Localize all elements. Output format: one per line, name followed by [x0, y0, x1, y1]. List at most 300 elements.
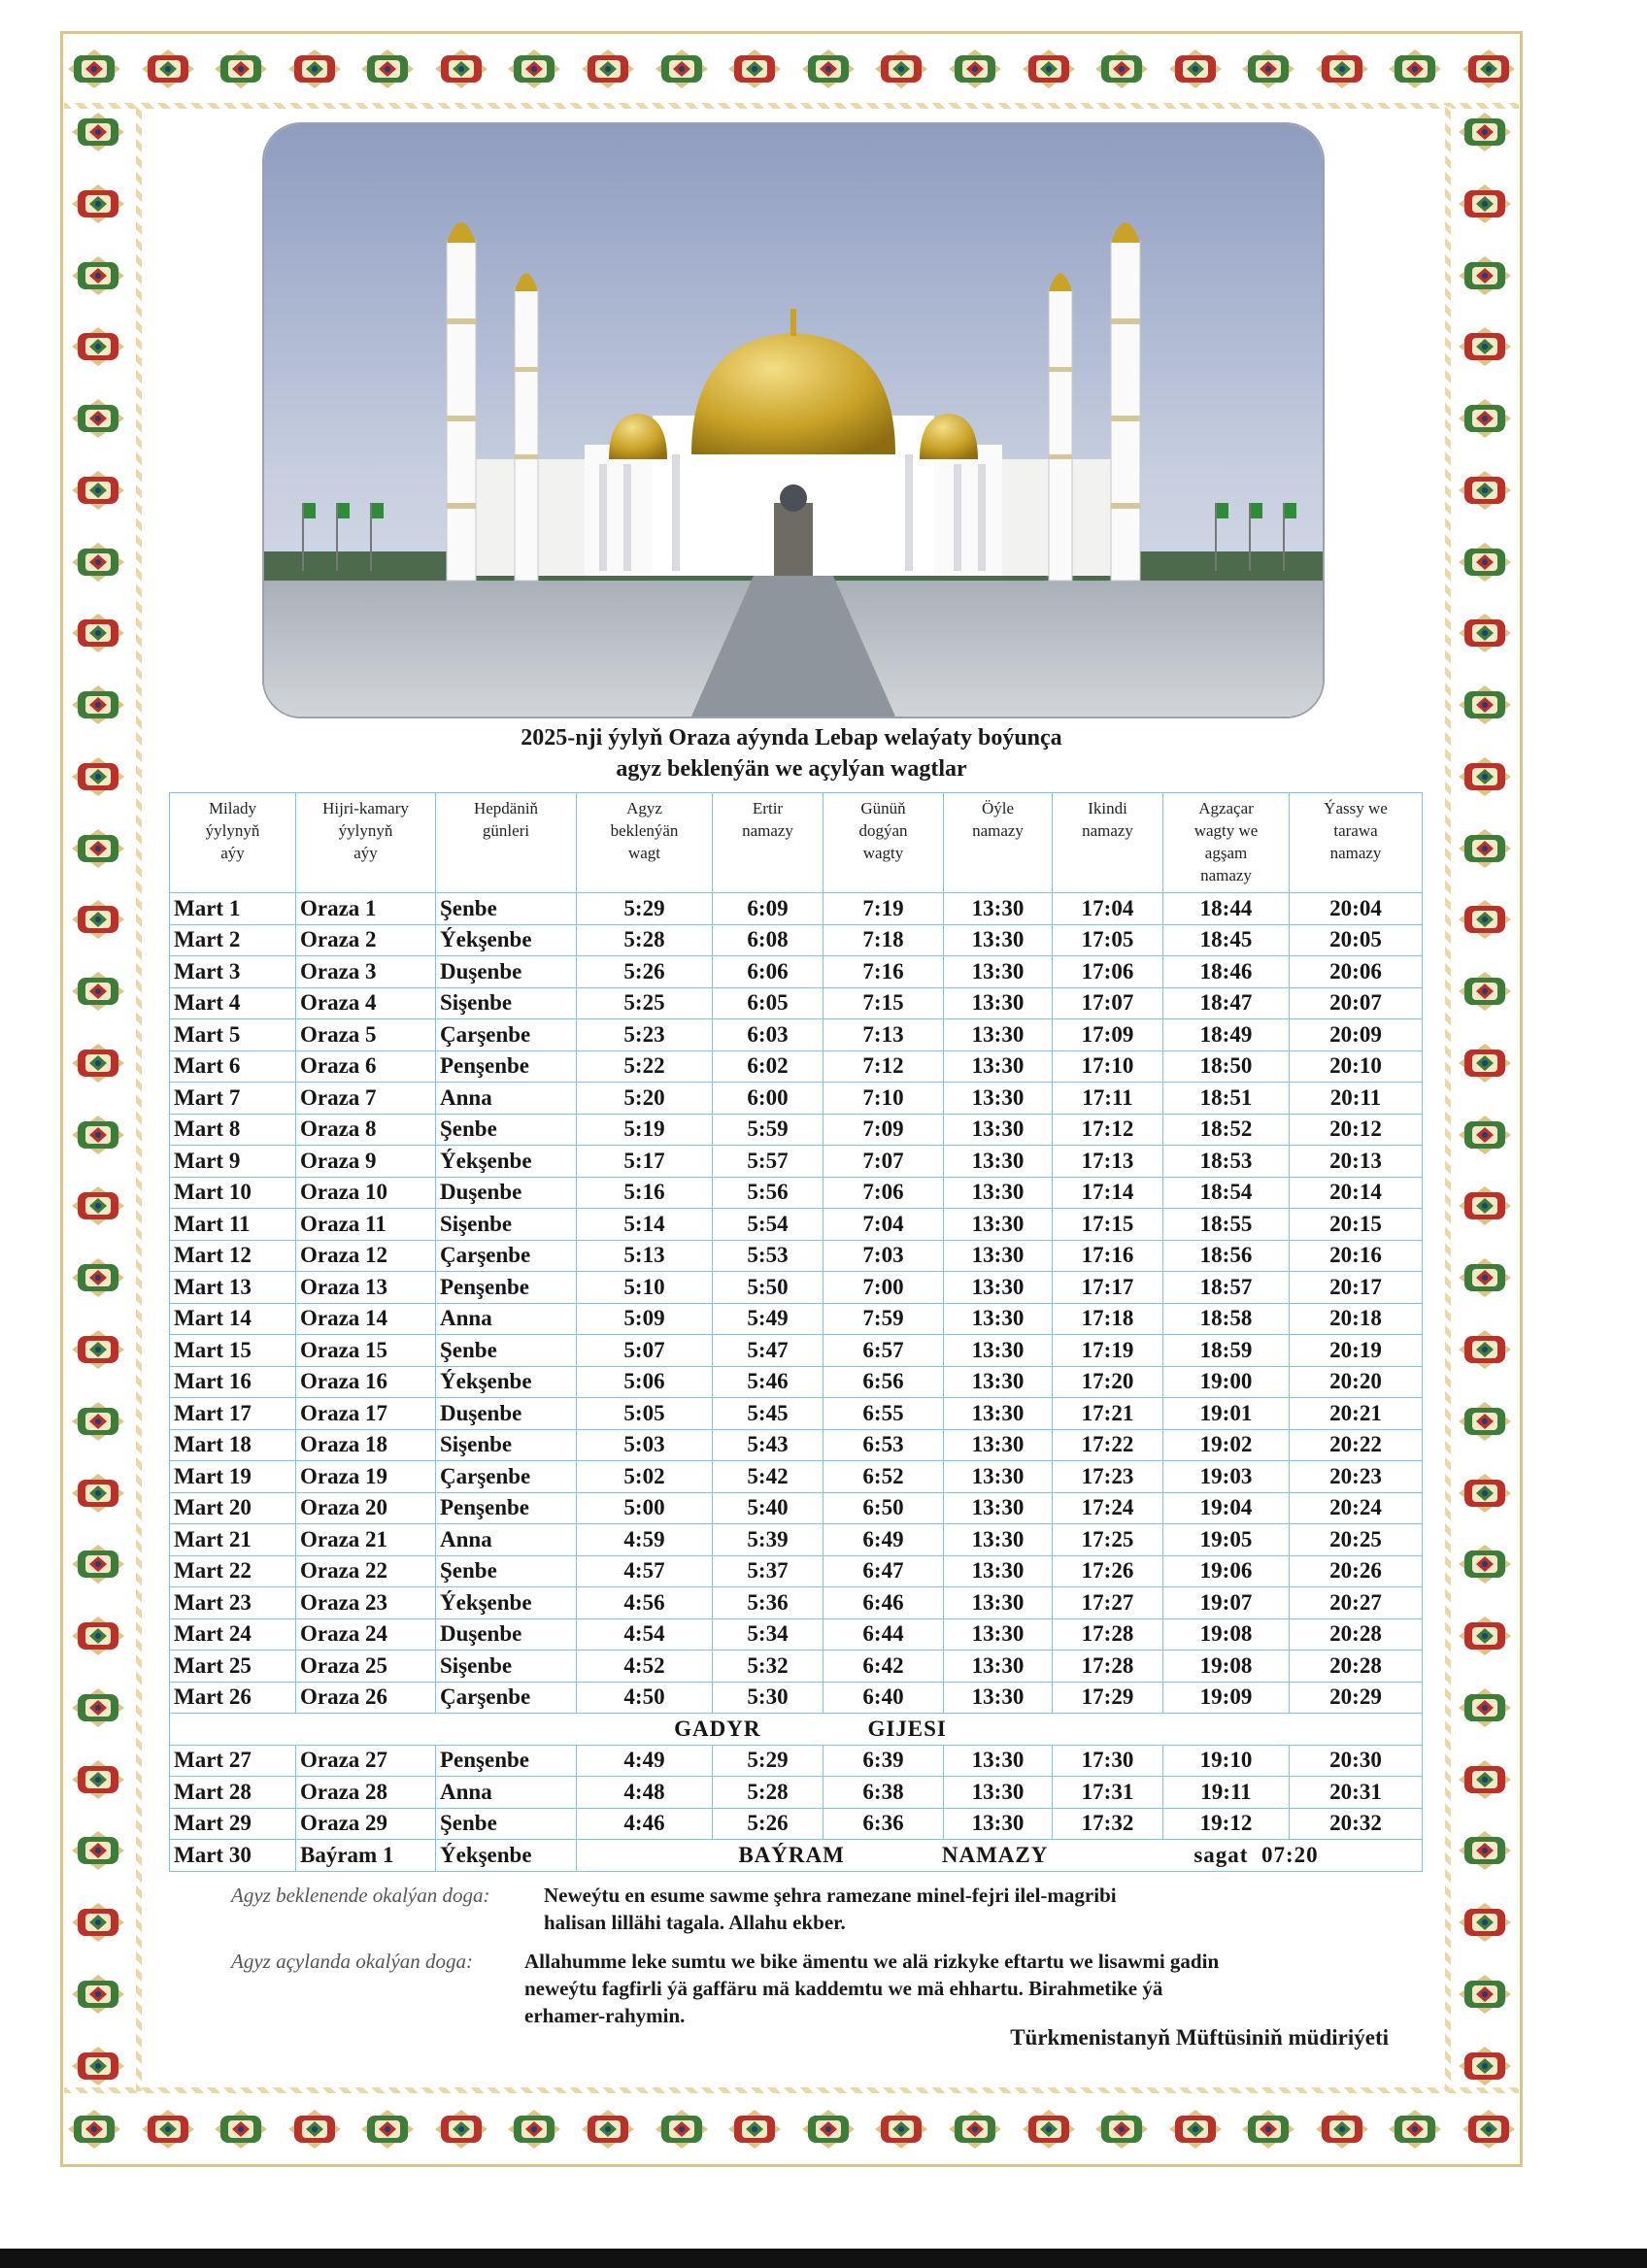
date-cell: Mart 17	[170, 1398, 296, 1430]
fajr-cell: 6:05	[713, 987, 824, 1019]
carpet-gul-icon	[578, 2108, 638, 2151]
table-row	[170, 1146, 1423, 1178]
weekday-cell: Çarşenbe	[436, 1019, 577, 1051]
table-row	[170, 1398, 1423, 1430]
date-cell: Mart 26	[170, 1682, 296, 1714]
dhuhr-cell: 13:30	[944, 1745, 1053, 1777]
scan-edge	[0, 2249, 1647, 2268]
document-title	[291, 722, 1292, 784]
carpet-gul-icon	[504, 48, 564, 90]
hijri-cell: Oraza 17	[296, 1398, 436, 1430]
isha-cell: 20:20	[1290, 1366, 1423, 1398]
carpet-gul-icon	[211, 2108, 271, 2151]
dhuhr-cell: 13:30	[944, 1808, 1053, 1840]
carpet-gul-icon	[1455, 1396, 1515, 1447]
sunrise-cell: 7:16	[824, 956, 944, 988]
hijri-cell: Oraza 12	[296, 1240, 436, 1272]
carpet-gul-icon	[68, 1754, 128, 1805]
iftar-cell: 18:50	[1163, 1051, 1290, 1083]
fajr-cell: 6:08	[713, 924, 824, 956]
date-cell: Mart 15	[170, 1335, 296, 1367]
weekday-cell: Ýekşenbe	[436, 924, 577, 956]
iftar-cell: 18:46	[1163, 956, 1290, 988]
fajr-cell: 5:36	[713, 1587, 824, 1619]
asr-cell: 17:10	[1053, 1051, 1163, 1083]
dhuhr-cell: 13:30	[944, 1555, 1053, 1587]
suhur-cell: 5:06	[577, 1366, 713, 1398]
fajr-cell: 5:56	[713, 1177, 824, 1209]
carpet-gul-icon	[1455, 1038, 1515, 1088]
sunrise-cell: 7:07	[824, 1146, 944, 1178]
asr-cell: 17:30	[1053, 1745, 1163, 1777]
date-cell: Mart 5	[170, 1019, 296, 1051]
date-cell: Mart 19	[170, 1461, 296, 1493]
asr-cell: 17:25	[1053, 1524, 1163, 1556]
carpet-gul-icon	[1455, 1754, 1515, 1805]
table-row	[170, 1492, 1423, 1524]
asr-cell: 17:23	[1053, 1461, 1163, 1493]
sunrise-cell: 6:53	[824, 1429, 944, 1461]
fajr-cell: 6:09	[713, 893, 824, 925]
suhur-cell: 5:19	[577, 1114, 713, 1146]
table-row	[170, 1303, 1423, 1335]
carpet-gul-icon	[1455, 1969, 1515, 2019]
table-row	[170, 1682, 1423, 1714]
table-row	[170, 1524, 1423, 1556]
sunrise-cell: 7:04	[824, 1209, 944, 1241]
carpet-gul-icon	[68, 680, 128, 730]
dhuhr-cell: 13:30	[944, 1398, 1053, 1430]
iftar-cell: 18:53	[1163, 1146, 1290, 1178]
hijri-cell: Oraza 14	[296, 1303, 436, 1335]
date-cell: Mart 9	[170, 1146, 296, 1178]
dhuhr-cell: 13:30	[944, 1146, 1053, 1178]
isha-cell: 20:06	[1290, 956, 1423, 988]
iftar-cell: 18:57	[1163, 1272, 1290, 1304]
isha-cell: 20:18	[1290, 1303, 1423, 1335]
hijri-cell: Oraza 26	[296, 1682, 436, 1714]
dhuhr-cell: 13:30	[944, 1492, 1053, 1524]
date-cell: Mart 20	[170, 1492, 296, 1524]
table-row	[170, 1618, 1423, 1651]
table-row	[170, 1429, 1423, 1461]
carpet-gul-icon	[1455, 537, 1515, 587]
weekday-cell: Şenbe	[436, 1808, 577, 1840]
asr-cell: 17:11	[1053, 1083, 1163, 1115]
table-row	[170, 1555, 1423, 1587]
carpet-gul-icon	[1165, 2108, 1226, 2151]
suhur-cell: 5:29	[577, 893, 713, 925]
dhuhr-cell: 13:30	[944, 1177, 1053, 1209]
suhur-cell: 5:22	[577, 1051, 713, 1083]
dhuhr-cell: 13:30	[944, 1366, 1053, 1398]
suhur-cell: 5:20	[577, 1083, 713, 1115]
isha-cell: 20:21	[1290, 1398, 1423, 1430]
fajr-cell: 5:43	[713, 1429, 824, 1461]
carpet-gul-icon	[1455, 1897, 1515, 1948]
carpet-gul-icon	[285, 48, 345, 90]
carpet-gul-icon	[68, 537, 128, 587]
asr-cell: 17:26	[1053, 1555, 1163, 1587]
isha-cell: 20:11	[1290, 1083, 1423, 1115]
header-cell: Agzaçar wagty we agşam namazy	[1163, 793, 1290, 893]
carpet-gul-icon	[68, 2041, 128, 2091]
table-row	[170, 1051, 1423, 1083]
asr-cell: 17:13	[1053, 1146, 1163, 1178]
carpet-gul-icon	[1459, 2108, 1519, 2151]
carpet-gul-icon	[1455, 465, 1515, 516]
isha-cell: 20:31	[1290, 1777, 1423, 1809]
dhuhr-cell: 13:30	[944, 1083, 1053, 1115]
bayram-row	[170, 1840, 1423, 1872]
weekday-cell: Penşenbe	[436, 1492, 577, 1524]
hijri-cell: Oraza 3	[296, 956, 436, 988]
asr-cell: 17:21	[1053, 1398, 1163, 1430]
carpet-gul-icon	[871, 2108, 931, 2151]
iftar-cell: 18:44	[1163, 893, 1290, 925]
hijri-cell: Oraza 23	[296, 1587, 436, 1619]
hijri-cell: Oraza 11	[296, 1209, 436, 1241]
weekday-cell: Sişenbe	[436, 1651, 577, 1683]
weekday-cell: Ýekşenbe	[436, 1587, 577, 1619]
weekday-cell: Ýekşenbe	[436, 1146, 577, 1178]
sunrise-cell: 7:03	[824, 1240, 944, 1272]
weekday-cell: Duşenbe	[436, 1177, 577, 1209]
carpet-gul-icon	[1455, 1539, 1515, 1589]
dhuhr-cell: 13:30	[944, 1587, 1053, 1619]
dhuhr-cell: 13:30	[944, 1618, 1053, 1651]
carpet-gul-icon	[68, 823, 128, 874]
date-cell: Mart 11	[170, 1209, 296, 1241]
sunrise-cell: 7:10	[824, 1083, 944, 1115]
dua-text: Allahumme leke sumtu we bike ämentu we alä rizkyke eftartu we lisawmi gadin neweýtu fagfirli ýä gaffäru mä kaddemtu we mä ehhartu. Birahmetike ýä erhamer-rahymin.	[524, 1950, 1220, 2027]
iftar-cell: 18:59	[1163, 1335, 1290, 1367]
sunrise-cell: 7:13	[824, 1019, 944, 1051]
carpet-gul-icon	[1455, 2041, 1515, 2091]
iftar-cell: 19:08	[1163, 1651, 1290, 1683]
suhur-cell: 4:56	[577, 1587, 713, 1619]
iftar-cell: 19:01	[1163, 1398, 1290, 1430]
carpet-gul-icon	[68, 1181, 128, 1231]
carpet-gul-icon	[1312, 48, 1372, 90]
isha-cell: 20:07	[1290, 987, 1423, 1019]
carpet-gul-icon	[68, 608, 128, 658]
suhur-cell: 4:50	[577, 1682, 713, 1714]
suhur-cell: 4:52	[577, 1651, 713, 1683]
title-line-2: agyz beklenýän we açylýan wagtlar	[616, 756, 967, 782]
suhur-cell: 5:13	[577, 1240, 713, 1272]
carpet-gul-icon	[1455, 680, 1515, 730]
table-row	[170, 1177, 1423, 1209]
weekday-cell: Ýekşenbe	[436, 1840, 577, 1872]
hijri-cell: Oraza 29	[296, 1808, 436, 1840]
table-row	[170, 1745, 1423, 1777]
table-row	[170, 987, 1423, 1019]
sunrise-cell: 6:36	[824, 1808, 944, 1840]
asr-cell: 17:28	[1053, 1618, 1163, 1651]
header-cell: Ertir namazy	[713, 793, 824, 893]
dua-label: Agyz beklenende okalýan doga:	[231, 1884, 490, 1907]
title-line-1: 2025-nji ýylyň Oraza aýynda Lebap welaýaty boýunça	[521, 725, 1062, 750]
special-word: GIJESI	[867, 1716, 947, 1741]
sunrise-cell: 7:15	[824, 987, 944, 1019]
weekday-cell: Anna	[436, 1777, 577, 1809]
table-row	[170, 1240, 1423, 1272]
fajr-cell: 5:39	[713, 1524, 824, 1556]
carpet-gul-icon	[68, 1969, 128, 2019]
dua-iftar	[231, 1948, 1416, 2029]
fajr-cell: 5:28	[713, 1777, 824, 1809]
fajr-cell: 5:37	[713, 1555, 824, 1587]
date-cell: Mart 24	[170, 1618, 296, 1651]
dhuhr-cell: 13:30	[944, 1019, 1053, 1051]
table-row	[170, 1461, 1423, 1493]
bayram-time: sagat 07:20	[1193, 1842, 1319, 1867]
iftar-cell: 19:05	[1163, 1524, 1290, 1556]
carpet-gul-icon	[798, 48, 858, 90]
sunrise-cell: 6:46	[824, 1587, 944, 1619]
carpet-gul-icon	[64, 48, 124, 90]
hijri-cell: Oraza 4	[296, 987, 436, 1019]
isha-cell: 20:23	[1290, 1461, 1423, 1493]
carpet-gul-icon	[138, 48, 198, 90]
weekday-cell: Sişenbe	[436, 1429, 577, 1461]
asr-cell: 17:20	[1053, 1366, 1163, 1398]
hijri-cell: Oraza 8	[296, 1114, 436, 1146]
carpet-gul-icon	[68, 465, 128, 516]
table-row	[170, 1272, 1423, 1304]
isha-cell: 20:29	[1290, 1682, 1423, 1714]
iftar-cell: 19:00	[1163, 1366, 1290, 1398]
carpet-gul-icon	[68, 1611, 128, 1661]
iftar-cell: 19:11	[1163, 1777, 1290, 1809]
asr-cell: 17:04	[1053, 893, 1163, 925]
carpet-gul-icon	[1385, 2108, 1445, 2151]
dhuhr-cell: 13:30	[944, 1429, 1053, 1461]
carpet-gul-icon	[68, 1324, 128, 1375]
table-row	[170, 893, 1423, 925]
hijri-cell: Oraza 28	[296, 1777, 436, 1809]
suhur-cell: 5:02	[577, 1461, 713, 1493]
fajr-cell: 6:06	[713, 956, 824, 988]
suhur-cell: 4:59	[577, 1524, 713, 1556]
ornament-right	[1451, 107, 1519, 2091]
table-row	[170, 1335, 1423, 1367]
asr-cell: 17:14	[1053, 1177, 1163, 1209]
bayram-namazy-cell	[577, 1840, 1423, 1872]
carpet-gul-icon	[68, 1252, 128, 1303]
fajr-cell: 5:32	[713, 1651, 824, 1683]
carpet-gul-icon	[1455, 1324, 1515, 1375]
carpet-gul-icon	[68, 1539, 128, 1589]
fajr-cell: 5:29	[713, 1745, 824, 1777]
hijri-cell: Oraza 18	[296, 1429, 436, 1461]
hijri-cell: Baýram 1	[296, 1840, 436, 1872]
asr-cell: 17:06	[1053, 956, 1163, 988]
iftar-cell: 18:51	[1163, 1083, 1290, 1115]
carpet-gul-icon	[68, 393, 128, 444]
asr-cell: 17:05	[1053, 924, 1163, 956]
suhur-cell: 4:49	[577, 1745, 713, 1777]
suhur-cell: 5:28	[577, 924, 713, 956]
isha-cell: 20:32	[1290, 1808, 1423, 1840]
header-cell: Hepdäniň günleri	[436, 793, 577, 893]
sunrise-cell: 6:57	[824, 1335, 944, 1367]
sunrise-cell: 7:09	[824, 1114, 944, 1146]
isha-cell: 20:26	[1290, 1555, 1423, 1587]
table-row	[170, 1777, 1423, 1809]
iftar-cell: 19:04	[1163, 1492, 1290, 1524]
carpet-gul-icon	[1455, 250, 1515, 301]
carpet-gul-icon	[68, 321, 128, 372]
suhur-cell: 4:46	[577, 1808, 713, 1840]
carpet-gul-icon	[68, 1038, 128, 1088]
sunrise-cell: 6:38	[824, 1777, 944, 1809]
sunrise-cell: 7:12	[824, 1051, 944, 1083]
table-row	[170, 1366, 1423, 1398]
carpet-gul-icon	[68, 1110, 128, 1160]
isha-cell: 20:28	[1290, 1651, 1423, 1683]
sunrise-cell: 6:44	[824, 1618, 944, 1651]
date-cell: Mart 6	[170, 1051, 296, 1083]
carpet-gul-icon	[1092, 2108, 1152, 2151]
fajr-cell: 6:02	[713, 1051, 824, 1083]
header-cell: Hijri-kamary ýylynyň aýy	[296, 793, 436, 893]
header-cell: Agyz beklenýän wagt	[577, 793, 713, 893]
fajr-cell: 6:03	[713, 1019, 824, 1051]
table-header-row	[170, 793, 1423, 893]
carpet-gul-icon	[724, 2108, 785, 2151]
border-zigzag	[64, 2087, 1519, 2093]
isha-cell: 20:13	[1290, 1146, 1423, 1178]
iftar-cell: 19:09	[1163, 1682, 1290, 1714]
mosque-photo	[262, 122, 1325, 718]
carpet-gul-icon	[64, 2108, 124, 2151]
fajr-cell: 5:26	[713, 1808, 824, 1840]
sunrise-cell: 6:50	[824, 1492, 944, 1524]
dhuhr-cell: 13:30	[944, 1524, 1053, 1556]
date-cell: Mart 22	[170, 1555, 296, 1587]
suhur-cell: 5:14	[577, 1209, 713, 1241]
suhur-cell: 5:23	[577, 1019, 713, 1051]
table-row	[170, 1209, 1423, 1241]
carpet-gul-icon	[1238, 48, 1298, 90]
hijri-cell: Oraza 1	[296, 893, 436, 925]
asr-cell: 17:18	[1053, 1303, 1163, 1335]
dhuhr-cell: 13:30	[944, 1051, 1053, 1083]
carpet-gul-icon	[357, 48, 418, 90]
isha-cell: 20:28	[1290, 1618, 1423, 1651]
bayram-word: BAÝRAM	[738, 1842, 845, 1867]
carpet-gul-icon	[1455, 894, 1515, 945]
hijri-cell: Oraza 7	[296, 1083, 436, 1115]
date-cell: Mart 2	[170, 924, 296, 956]
isha-cell: 20:12	[1290, 1114, 1423, 1146]
isha-cell: 20:04	[1290, 893, 1423, 925]
date-cell: Mart 21	[170, 1524, 296, 1556]
dua-label: Agyz açylanda okalýan doga:	[231, 1950, 474, 1973]
carpet-gul-icon	[138, 2108, 198, 2151]
table-row	[170, 1651, 1423, 1683]
sunrise-cell: 6:39	[824, 1745, 944, 1777]
isha-cell: 20:30	[1290, 1745, 1423, 1777]
iftar-cell: 19:06	[1163, 1555, 1290, 1587]
border-zigzag	[136, 107, 142, 2091]
carpet-gul-icon	[1165, 48, 1226, 90]
ornament-top	[64, 35, 1519, 103]
dhuhr-cell: 13:30	[944, 1461, 1053, 1493]
isha-cell: 20:25	[1290, 1524, 1423, 1556]
hijri-cell: Oraza 21	[296, 1524, 436, 1556]
fajr-cell: 5:46	[713, 1366, 824, 1398]
carpet-gul-icon	[68, 107, 128, 157]
suhur-cell: 5:25	[577, 987, 713, 1019]
suhur-cell: 5:03	[577, 1429, 713, 1461]
sunrise-cell: 6:42	[824, 1651, 944, 1683]
namazy-word: NAMAZY	[941, 1842, 1049, 1867]
carpet-gul-icon	[798, 2108, 858, 2151]
isha-cell: 20:05	[1290, 924, 1423, 956]
hijri-cell: Oraza 2	[296, 924, 436, 956]
isha-cell: 20:17	[1290, 1272, 1423, 1304]
hijri-cell: Oraza 5	[296, 1019, 436, 1051]
header-cell: Ýassy we tarawa namazy	[1290, 793, 1423, 893]
carpet-gul-icon	[285, 2108, 345, 2151]
dhuhr-cell: 13:30	[944, 1240, 1053, 1272]
carpet-gul-icon	[68, 1683, 128, 1733]
isha-cell: 20:14	[1290, 1177, 1423, 1209]
weekday-cell: Anna	[436, 1524, 577, 1556]
carpet-gul-icon	[68, 894, 128, 945]
fajr-cell: 5:54	[713, 1209, 824, 1241]
sunrise-cell: 7:59	[824, 1303, 944, 1335]
fajr-cell: 6:00	[713, 1083, 824, 1115]
sunrise-cell: 6:56	[824, 1366, 944, 1398]
dhuhr-cell: 13:30	[944, 956, 1053, 988]
weekday-cell: Şenbe	[436, 1114, 577, 1146]
asr-cell: 17:24	[1053, 1492, 1163, 1524]
carpet-gul-icon	[357, 2108, 418, 2151]
date-cell: Mart 29	[170, 1808, 296, 1840]
ornament-left	[64, 107, 132, 2091]
weekday-cell: Penşenbe	[436, 1745, 577, 1777]
asr-cell: 17:17	[1053, 1272, 1163, 1304]
suhur-cell: 5:07	[577, 1335, 713, 1367]
table-row	[170, 956, 1423, 988]
asr-cell: 17:27	[1053, 1587, 1163, 1619]
fajr-cell: 5:42	[713, 1461, 824, 1493]
asr-cell: 17:32	[1053, 1808, 1163, 1840]
carpet-gul-icon	[211, 48, 271, 90]
iftar-cell: 18:52	[1163, 1114, 1290, 1146]
asr-cell: 17:28	[1053, 1651, 1163, 1683]
asr-cell: 17:19	[1053, 1335, 1163, 1367]
suhur-cell: 5:10	[577, 1272, 713, 1304]
date-cell: Mart 13	[170, 1272, 296, 1304]
suhur-cell: 5:16	[577, 1177, 713, 1209]
hijri-cell: Oraza 15	[296, 1335, 436, 1367]
isha-cell: 20:09	[1290, 1019, 1423, 1051]
fajr-cell: 5:45	[713, 1398, 824, 1430]
iftar-cell: 18:49	[1163, 1019, 1290, 1051]
carpet-gul-icon	[1455, 966, 1515, 1017]
carpet-gul-icon	[1238, 2108, 1298, 2151]
weekday-cell: Şenbe	[436, 1555, 577, 1587]
hijri-cell: Oraza 24	[296, 1618, 436, 1651]
weekday-cell: Anna	[436, 1303, 577, 1335]
iftar-cell: 18:45	[1163, 924, 1290, 956]
carpet-gul-icon	[1312, 2108, 1372, 2151]
